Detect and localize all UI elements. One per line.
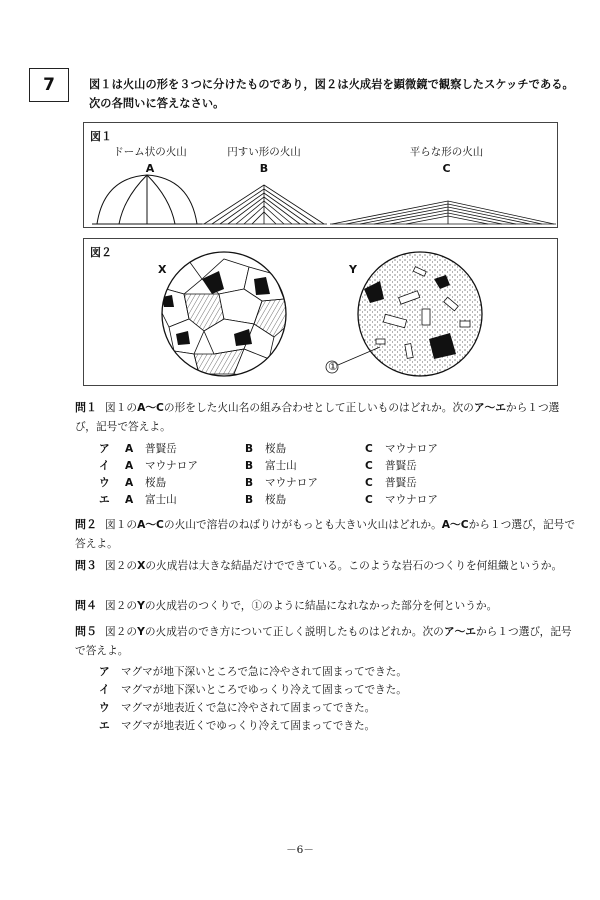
volcano-c-letter: C: [442, 162, 451, 175]
question-number-box: [29, 68, 69, 102]
volcano-c-name: 平らな形の火山: [409, 146, 484, 158]
figure1-box: [83, 122, 558, 228]
option-row: イ A マウナロア B 富士山 C 普賢岳: [99, 459, 417, 472]
q1-text-block: 問１ 図１のA～Cの形をした火山名の組み合わせとして正しいものはどれか。次のア～エから１つ選び，記号で答えよ。: [75, 398, 580, 436]
choice-item: ウ マグマが地表近くで急に冷やされて固まってできた。: [99, 702, 376, 714]
rock-sketches-illustration: [84, 239, 559, 387]
figure2-label: 図２: [90, 246, 112, 259]
option-row: エ A 富士山 B 桜島 C マウナロア: [99, 493, 438, 506]
figure1-label: 図１: [90, 130, 112, 143]
cone-volcano-drawing: [202, 185, 327, 224]
q5-text-block: 問５ 図２のYの火成岩のでき方について正しく説明したものはどれか。次のア～エから１つ選び，記号で答えよ。: [75, 622, 580, 660]
q5-choices: [99, 664, 569, 736]
question-number: 7: [43, 75, 55, 95]
volcano-a-letter: A: [145, 162, 155, 175]
q2-label: 問２: [75, 518, 97, 531]
figure2-box: [83, 238, 558, 386]
rock-x-sketch: [154, 249, 294, 379]
volcano-shapes-illustration: [84, 123, 559, 229]
rock-x-label: X: [158, 263, 167, 276]
question-intro: 図１は火山の形を３つに分けたものであり，図２は火成岩を顕微鏡で観察したスケッチである。次の各問いに答えなさい。: [89, 78, 574, 110]
page-number: －6－: [286, 844, 314, 856]
q5-label: 問５: [75, 625, 97, 638]
q4-label: 問４: [75, 599, 97, 612]
volcano-b-name: 円すい形の火山: [227, 146, 301, 158]
choice-item: エ マグマが地表近くでゆっくり冷えて固まってできた。: [99, 720, 376, 732]
q1-options-table: [99, 440, 442, 508]
rock-y-label: Y: [349, 263, 357, 276]
q2-text-block: 問２ 図１のA～Cの火山で溶岩のねばりけがもっとも大きい火山はどれか。A～Cから１つ選び，記号で答えよ。: [75, 515, 580, 553]
dome-volcano-drawing: [92, 175, 202, 224]
q4-text-block: 問４ 図２のYの火成岩のつくりで，①のように結晶になれなかった部分を何というか。: [75, 596, 580, 615]
choice-item: ア マグマが地下深いところで急に冷やされて固まってできた。: [99, 666, 407, 678]
option-row: ア A 普賢岳 B 桜島 C マウナロア: [99, 442, 438, 455]
q3-label: 問３: [75, 559, 97, 572]
callout-label: ①: [328, 360, 338, 373]
option-row: ウ A 桜島 B マウナロア C 普賢岳: [99, 476, 417, 489]
volcano-b-letter: B: [259, 162, 269, 175]
volcano-a-name: ドーム状の火山: [113, 146, 187, 158]
rock-y-sketch: [354, 249, 489, 379]
q1-label: 問１: [75, 401, 97, 414]
q3-text-block: 問３ 図２のXの火成岩は大きな結晶だけでできている。このような岩石のつくりを何組織というか。: [75, 556, 580, 575]
shield-volcano-drawing: [330, 201, 556, 224]
choice-item: イ マグマが地下深いところでゆっくり冷えて固まってできた。: [99, 684, 407, 696]
